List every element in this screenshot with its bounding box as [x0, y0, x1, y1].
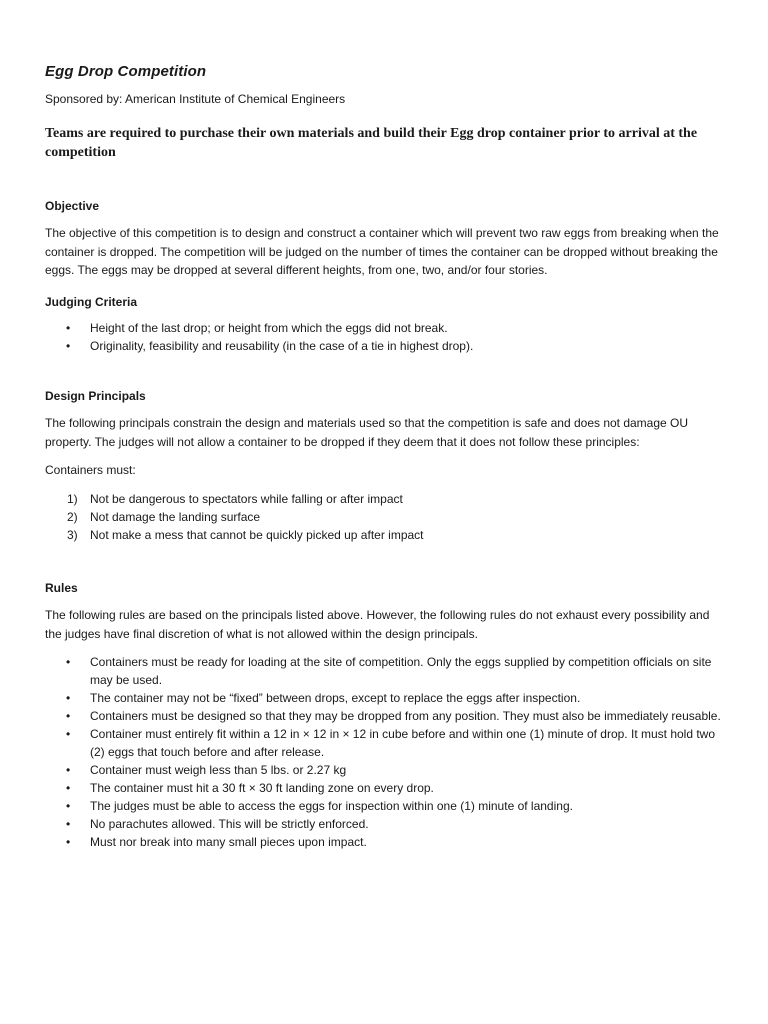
list-item: • The judges must be able to access the eggs for inspection within one (1) minute of landing.	[66, 799, 573, 813]
bullet-glyph: •	[66, 763, 71, 777]
bullet-glyph: •	[66, 799, 71, 813]
list-item: • Containers must be designed so that they may be dropped from any position. They must also be immediately reusable.	[66, 709, 721, 723]
list-item: • Container must entirely fit within a 12 in × 12 in × 12 in cube before and within one (1) minute of drop. It must hold two (2) eggs that touch before and after release.	[66, 727, 716, 759]
list-item: • Height of the last drop; or height from which the eggs did not break.	[66, 321, 448, 335]
design-lead: Containers must:	[45, 463, 136, 477]
purchase-notice: Teams are required to purchase their own materials and build their Egg drop container prior to arrival at the competition	[45, 126, 698, 160]
bullet-glyph: •	[66, 817, 71, 831]
bullet-glyph: •	[66, 835, 71, 849]
bullet-glyph: •	[66, 691, 71, 705]
rules-list	[45, 653, 725, 851]
bullet-glyph: •	[66, 655, 71, 669]
list-item: 1) Not be dangerous to spectators while falling or after impact	[67, 491, 403, 506]
judging-heading: Judging Criteria	[45, 295, 138, 309]
list-item: • Originality, feasibility and reusability (in the case of a tie in highest drop).	[66, 339, 474, 353]
bullet-glyph: •	[66, 727, 71, 741]
objective-heading: Objective	[45, 199, 100, 213]
list-item: • Container must weigh less than 5 lbs. or 2.27 kg	[66, 763, 347, 777]
list-item: 3) Not make a mess that cannot be quickly picked up after impact	[67, 527, 424, 542]
design-section	[45, 389, 725, 544]
bullet-glyph: •	[66, 339, 71, 353]
list-item: • Must nor break into many small pieces upon impact.	[66, 835, 367, 849]
judging-list	[45, 319, 725, 355]
list-item: • The container may not be “fixed” between drops, except to replace the eggs after inspection.	[66, 691, 581, 705]
bullet-glyph: •	[66, 781, 71, 795]
objective-section	[45, 199, 725, 280]
judging-section	[45, 295, 725, 355]
rules-heading: Rules	[45, 581, 78, 595]
list-item: • Containers must be ready for loading at the site of competition. Only the eggs supplied by competition officials on site may be used.	[66, 655, 712, 687]
rules-text: The following rules are based on the principals listed above. However, the following rules do not exhaust every possibility and the judges have final discretion of what is not allowed within the design principals.	[45, 608, 710, 641]
list-item: 2) Not damage the landing surface	[67, 509, 261, 524]
design-heading: Design Principals	[45, 389, 146, 403]
bullet-glyph: •	[66, 709, 71, 723]
list-item: • No parachutes allowed. This will be strictly enforced.	[66, 817, 369, 831]
bullet-glyph: •	[66, 321, 71, 335]
design-list	[45, 490, 725, 544]
document-title: Egg Drop Competition	[45, 63, 207, 80]
design-text: The following principals constrain the design and materials used so that the competition is safe and does not damage OU property. The judges will not allow a container to be dropped if they deem that it does not follow these principles:	[45, 416, 689, 449]
sponsor-line: Sponsored by: American Institute of Chemical Engineers	[45, 92, 346, 106]
rules-section	[45, 581, 725, 851]
list-item: • The container must hit a 30 ft × 30 ft landing zone on every drop.	[66, 781, 434, 795]
objective-text: The objective of this competition is to design and construct a container which will prevent two raw eggs from breaking when the container is dropped. The competition will be judged on the number of times the container can be dropped without breaking the eggs. The eggs may be dropped at several different heights, from one, two, and/or four stories.	[45, 226, 719, 277]
